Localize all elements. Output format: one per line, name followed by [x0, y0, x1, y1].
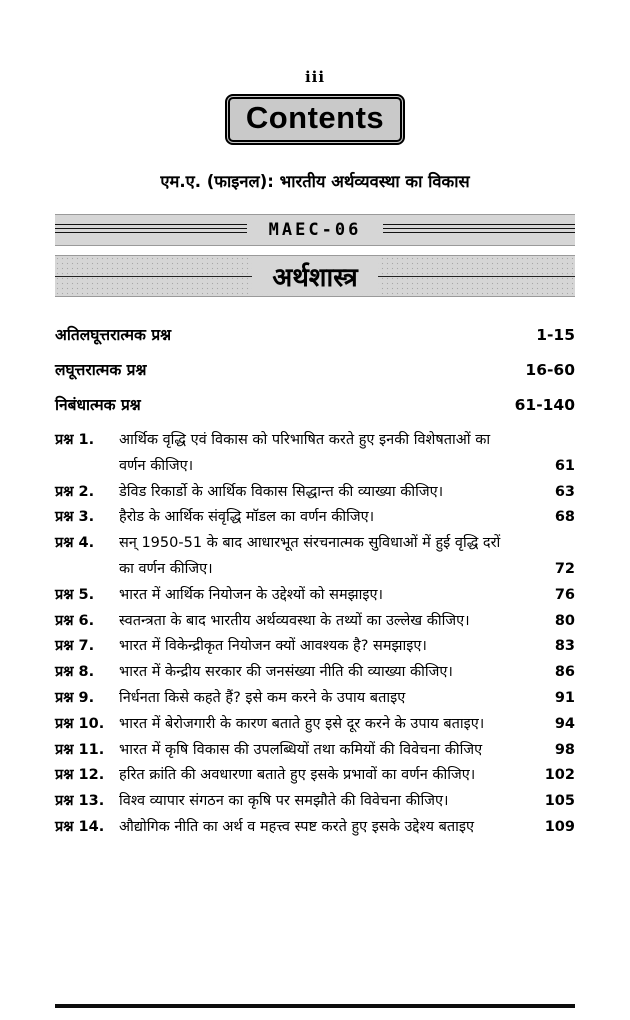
section-label: लघूत्तरात्मक प्रश्न: [55, 361, 147, 379]
toc-question-row: [55, 763, 575, 789]
question-text: स्वतन्त्रता के बाद भारतीय अर्थव्यवस्था के तथ्यों का उल्लेख कीजिए।: [119, 612, 470, 629]
question-page: 83: [554, 638, 575, 655]
toc-list: [55, 323, 575, 841]
question-page: 91: [554, 689, 575, 706]
banner-stripes-left: [55, 224, 247, 236]
question-text: सन् 1950-51 के बाद आधारभूत संरचनात्मक सुविधाओं में हुई वृद्धि दरों का वर्णन कीजिए।: [119, 535, 501, 577]
toc-question-row: [55, 531, 575, 583]
course-subtitle: एम.ए. (फाइनल): भारतीय अर्थव्यवस्था का विकास: [160, 172, 470, 191]
questions-list: [55, 428, 575, 841]
question-page: 68: [554, 509, 575, 526]
question-label: प्रश्न 4.: [55, 535, 95, 552]
toc-question-row: [55, 738, 575, 764]
section-pages: 16-60: [525, 361, 575, 379]
toc-question-row: [55, 480, 575, 506]
question-label: प्रश्न 5.: [55, 586, 95, 603]
question-text: भारत में केन्द्रीय सरकार की जनसंख्या नीति की व्याख्या कीजिए।: [119, 664, 453, 681]
question-page: 109: [544, 818, 575, 835]
section-pages: 61-140: [514, 396, 575, 414]
question-text: औद्योगिक नीति का अर्थ व महत्त्व स्पष्ट करते हुए इसके उद्देश्य बताइए: [119, 818, 475, 835]
banner-rule-left: [55, 276, 252, 277]
question-page: 94: [554, 715, 575, 732]
question-page: 80: [554, 612, 575, 629]
toc-section-row: [55, 358, 575, 380]
question-page: 63: [554, 483, 575, 500]
toc-question-row: [55, 428, 575, 480]
course-code-banner: [55, 214, 575, 246]
question-label: प्रश्न 7.: [55, 638, 95, 655]
question-label: प्रश्न 3.: [55, 509, 95, 526]
question-text: डेविड रिकार्डो के आर्थिक विकास सिद्धान्त की व्याख्या कीजिए।: [119, 483, 444, 500]
question-text: भारत में कृषि विकास की उपलब्धियों तथा कमियों की विवेचना कीजिए: [119, 741, 483, 758]
question-text: निर्धनता किसे कहते हैं? इसे कम करने के उपाय बताइए: [119, 689, 406, 706]
footer-rule: [55, 1004, 575, 1008]
banner-stripes-right: [383, 224, 575, 236]
section-label: अतिलघूत्तरात्मक प्रश्न: [55, 326, 172, 344]
subject-title: अर्थशास्त्र: [252, 258, 377, 294]
question-page: 72: [554, 560, 575, 577]
course-code: MAEC-06: [268, 220, 362, 240]
question-page: 102: [544, 767, 575, 784]
section-pages: 1-15: [536, 326, 575, 344]
section-label: निबंधात्मक प्रश्न: [55, 396, 141, 414]
question-text: भारत में विकेन्द्रीकृत नियोजन क्यों आवश्यक है? समझाइए।: [119, 638, 427, 655]
subject-banner: [55, 255, 575, 297]
toc-question-row: [55, 634, 575, 660]
contents-title: Contents: [245, 100, 385, 135]
toc-section-row: [55, 323, 575, 345]
sections-list: [55, 323, 575, 415]
question-label: प्रश्न 13.: [55, 793, 105, 810]
toc-question-row: [55, 789, 575, 815]
question-label: प्रश्न 8.: [55, 664, 95, 681]
toc-question-row: [55, 686, 575, 712]
question-text: हैरोड के आर्थिक संवृद्धि मॉडल का वर्णन कीजिए।: [119, 509, 375, 526]
question-page: 61: [554, 457, 575, 474]
toc-question-row: [55, 583, 575, 609]
question-label: प्रश्न 12.: [55, 767, 105, 784]
question-label: प्रश्न 2.: [55, 483, 95, 500]
question-text: हरित क्रांति की अवधारणा बताते हुए इसके प्रभावों का वर्णन कीजिए।: [119, 767, 476, 784]
toc-section-row: [55, 393, 575, 415]
contents-title-box: [225, 94, 405, 145]
question-page: 86: [554, 664, 575, 681]
question-text: भारत में बेरोजगारी के कारण बताते हुए इसे दूर करने के उपाय बताइए।: [119, 715, 485, 732]
toc-question-row: [55, 815, 575, 841]
question-page: 105: [544, 793, 575, 810]
question-label: प्रश्न 14.: [55, 818, 105, 835]
question-label: प्रश्न 1.: [55, 432, 95, 448]
banner-rule-right: [378, 276, 575, 277]
toc-question-row: [55, 505, 575, 531]
toc-question-row: [55, 712, 575, 738]
toc-question-row: [55, 609, 575, 635]
question-page: 98: [554, 741, 575, 758]
question-label: प्रश्न 9.: [55, 689, 95, 706]
toc-question-row: [55, 660, 575, 686]
question-text: भारत में आर्थिक नियोजन के उद्देश्यों को समझाइए।: [119, 586, 383, 603]
question-text: आर्थिक वृद्धि एवं विकास को परिभाषित करते हुए इनकी विशेषताओं का वर्णन कीजिए।: [119, 432, 491, 474]
page-number-roman: iii: [304, 68, 326, 86]
question-page: 76: [554, 586, 575, 603]
question-text: विश्व व्यापार संगठन का कृषि पर समझौते की विवेचना कीजिए।: [119, 793, 449, 810]
question-label: प्रश्न 11.: [55, 741, 105, 758]
question-label: प्रश्न 10.: [55, 715, 105, 732]
question-label: प्रश्न 6.: [55, 612, 95, 629]
